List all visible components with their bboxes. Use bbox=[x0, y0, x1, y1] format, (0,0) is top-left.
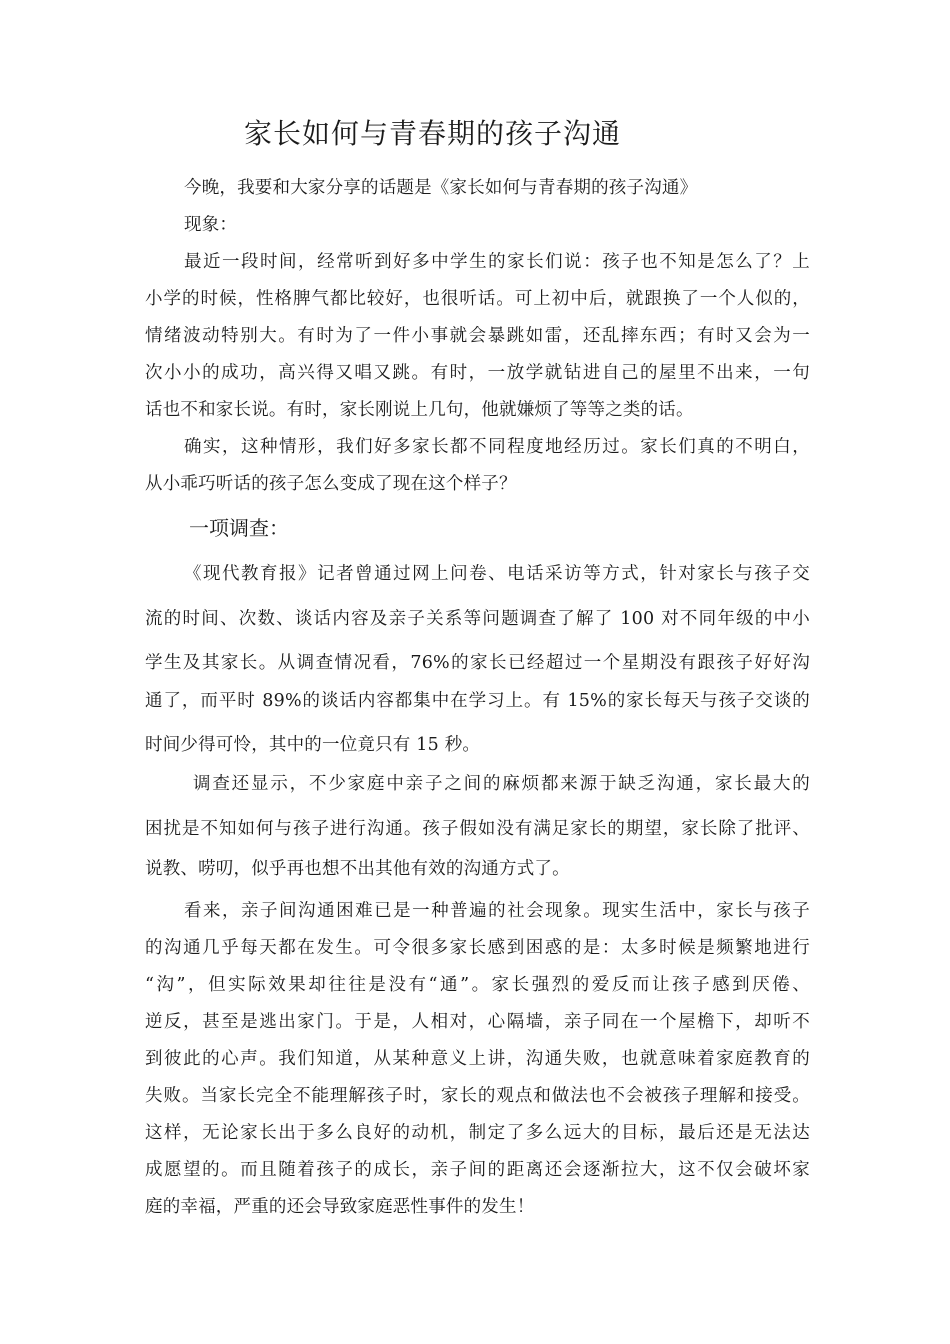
paragraph-line: 时间少得可怜，其中的一位竟只有 15 秒。 bbox=[145, 735, 481, 755]
paragraph-line: 这样，无论家长出于多么良好的动机，制定了多么远大的目标，最后还是无法达 bbox=[145, 1123, 810, 1143]
paragraph-line: 说教、唠叨，似乎再也想不出其他有效的沟通方式了。 bbox=[145, 859, 570, 879]
paragraph-line: 调查还显示，不少家庭中亲子之间的麻烦都来源于缺乏沟通，家长最大的 bbox=[193, 774, 810, 794]
paragraph-line: 次小小的成功，高兴得又唱又跳。有时，一放学就钻进自己的屋里不出来，一句 bbox=[145, 363, 810, 383]
paragraph-line: 学生及其家长。从调查情况看，76%的家长已经超过一个星期没有跟孩子好好沟 bbox=[145, 653, 810, 673]
paragraph-line: 最近一段时间，经常听到好多中学生的家长们说：孩子也不知是怎么了？上 bbox=[184, 252, 810, 272]
paragraph-line: 到彼此的心声。我们知道，从某种意义上讲，沟通失败，也就意味着家庭教育的 bbox=[145, 1049, 810, 1069]
paragraph-line: 成愿望的。而且随着孩子的成长，亲子间的距离还会逐渐拉大，这不仅会破坏家 bbox=[145, 1160, 810, 1180]
paragraph-line: 话也不和家长说。有时，家长刚说上几句，他就嫌烦了等等之类的话。 bbox=[145, 400, 694, 420]
paragraph-line: 《现代教育报》记者曾通过网上问卷、电话采访等方式，针对家长与孩子交 bbox=[184, 564, 810, 584]
paragraph-line: 情绪波动特别大。有时为了一件小事就会暴跳如雷，还乱摔东西；有时又会为一 bbox=[145, 326, 810, 346]
paragraph-line: 困扰是不知如何与孩子进行沟通。孩子假如没有满足家长的期望，家长除了批评、 bbox=[145, 819, 810, 839]
paragraph-line: 流的时间、次数、谈话内容及亲子关系等问题调查了解了 100 对不同年级的中小 bbox=[145, 609, 810, 629]
paragraph-line: “沟”，但实际效果却往往是没有“通”。家长强烈的爱反而让孩子感到厌倦、 bbox=[145, 975, 810, 995]
paragraph-line: 逆反，甚至是逃出家门。于是，人相对，心隔墙，亲子同在一个屋檐下，却听不 bbox=[145, 1012, 810, 1032]
paragraph-line: 从小乖巧听话的孩子怎么变成了现在这个样子？ bbox=[145, 474, 517, 494]
paragraph-line: 通了，而平时 89%的谈话内容都集中在学习上。有 15%的家长每天与孩子交谈的 bbox=[145, 691, 810, 711]
paragraph-line: 小学的时候，性格脾气都比较好，也很听话。可上初中后，就跟换了一个人似的， bbox=[145, 289, 810, 309]
paragraph-line: 失败。当家长完全不能理解孩子时，家长的观点和做法也不会被孩子理解和接受。 bbox=[145, 1086, 810, 1106]
page-title: 家长如何与青春期的孩子沟通 bbox=[244, 117, 622, 150]
intro-line: 今晚，我要和大家分享的话题是《家长如何与青春期的孩子沟通》 bbox=[184, 178, 698, 198]
section-heading-survey: 一项调查： bbox=[189, 516, 289, 540]
paragraph-line: 确实，这种情形，我们好多家长都不同程度地经历过。家长们真的不明白， bbox=[184, 437, 810, 457]
paragraph-line: 庭的幸福，严重的还会导致家庭恶性事件的发生！ bbox=[145, 1197, 535, 1217]
paragraph-line: 的沟通几乎每天都在发生。可令很多家长感到困惑的是：太多时候是频繁地进行 bbox=[145, 938, 810, 958]
paragraph-line: 看来，亲子间沟通困难已是一种普遍的社会现象。现实生活中，家长与孩子 bbox=[184, 901, 810, 921]
section-heading-phenomenon: 现象： bbox=[184, 215, 238, 235]
